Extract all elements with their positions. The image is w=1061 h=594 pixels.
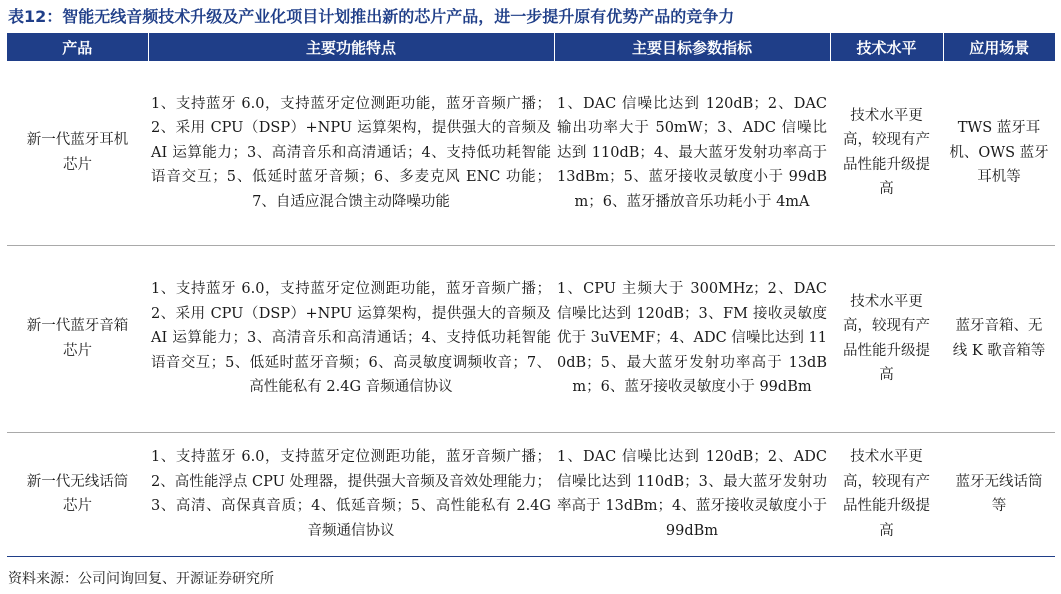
product-cell: 新一代无线话筒芯片 bbox=[7, 432, 148, 556]
params-cell: 1、CPU 主频大于 300MHz；2、DAC 信噪比达到 120dB；3、FM 接收灵敏度优于 3uVEMF；4、ADC 信噪比达到 110dB；5、最大蓝牙发射功率高于 13dBm；6、蓝牙接收灵敏度小于 99dBm bbox=[554, 245, 830, 432]
features-cell: 1、支持蓝牙 6.0，支持蓝牙定位测距功能，蓝牙音频广播；2、采用 CPU（DSP）+NPU 运算架构，提供强大的音频及 AI 运算能力；3、高清音乐和高清通话；4、支持低功耗智能语音交互；5、低延时蓝牙音频；6、多麦克风 ENC 功能；7、自适应混合馈主动降噪功能 bbox=[151, 95, 551, 210]
source-note: 资料来源：公司问询回复、开源证券研究所 bbox=[8, 571, 274, 587]
header-application: 应用场景 bbox=[943, 33, 1055, 61]
application-cell: 蓝牙音箱、无线 K 歌音箱等 bbox=[943, 245, 1055, 432]
tech-level-cell: 技术水平更高，较现有产品性能升级提高 bbox=[830, 432, 943, 556]
header-tech-level: 技术水平 bbox=[830, 33, 943, 61]
table-row bbox=[7, 61, 1055, 245]
product-cell: 新一代蓝牙耳机芯片 bbox=[26, 132, 129, 173]
header-product: 产品 bbox=[7, 33, 148, 61]
application-cell: TWS 蓝牙耳机、OWS 蓝牙耳机等 bbox=[949, 120, 1049, 185]
features-cell: 1、支持蓝牙 6.0，支持蓝牙定位测距功能，蓝牙音频广播；2、采用 CPU（DSP）+NPU 运算架构，提供强大的音频及 AI 运算能力；3、高清音乐和高清通话；4、支持低功耗智能语音交互；5、低延时蓝牙音频；6、高灵敏度调频收音；7、高性能私有 2.4G 音频通信协议 bbox=[148, 245, 554, 432]
tech-level-cell: 技术水平更高，较现有产品性能升级提高 bbox=[843, 107, 930, 198]
header-params: 主要目标参数指标 bbox=[554, 33, 830, 61]
table-row bbox=[7, 245, 1055, 432]
table-header-row bbox=[7, 33, 1055, 61]
product-cell: 新一代蓝牙音箱芯片 bbox=[7, 245, 148, 432]
table-title: 表12：智能无线音频技术升级及产业化项目计划推出新的芯片产品，进一步提升原有优势产品的竞争力 bbox=[8, 7, 735, 26]
application-cell: 蓝牙无线话筒等 bbox=[943, 432, 1055, 556]
table-row bbox=[7, 432, 1055, 556]
params-cell: 1、DAC 信噪比达到 120dB；2、DAC 输出功率大于 50mW；3、ADC 信噪比达到 110dB；4、最大蓝牙发射功率高于 13dBm；5、蓝牙接收灵敏度小于 99dBm；6、蓝牙播放音乐功耗小于 4mA bbox=[557, 95, 827, 210]
header-features: 主要功能特点 bbox=[148, 33, 554, 61]
params-cell: 1、DAC 信噪比达到 120dB；2、ADC 信噪比达到 110dB；3、最大蓝牙发射功率高于 13dBm；4、蓝牙接收灵敏度小于 99dBm bbox=[554, 432, 830, 556]
tech-level-cell: 技术水平更高，较现有产品性能升级提高 bbox=[830, 245, 943, 432]
product-table bbox=[7, 33, 1055, 557]
features-cell: 1、支持蓝牙 6.0，支持蓝牙定位测距功能，蓝牙音频广播；2、高性能浮点 CPU 处理器，提供强大音频及音效处理能力；3、高清、高保真音质；4、低延音频；5、高性能私有 2.4G 音频通信协议 bbox=[148, 432, 554, 556]
